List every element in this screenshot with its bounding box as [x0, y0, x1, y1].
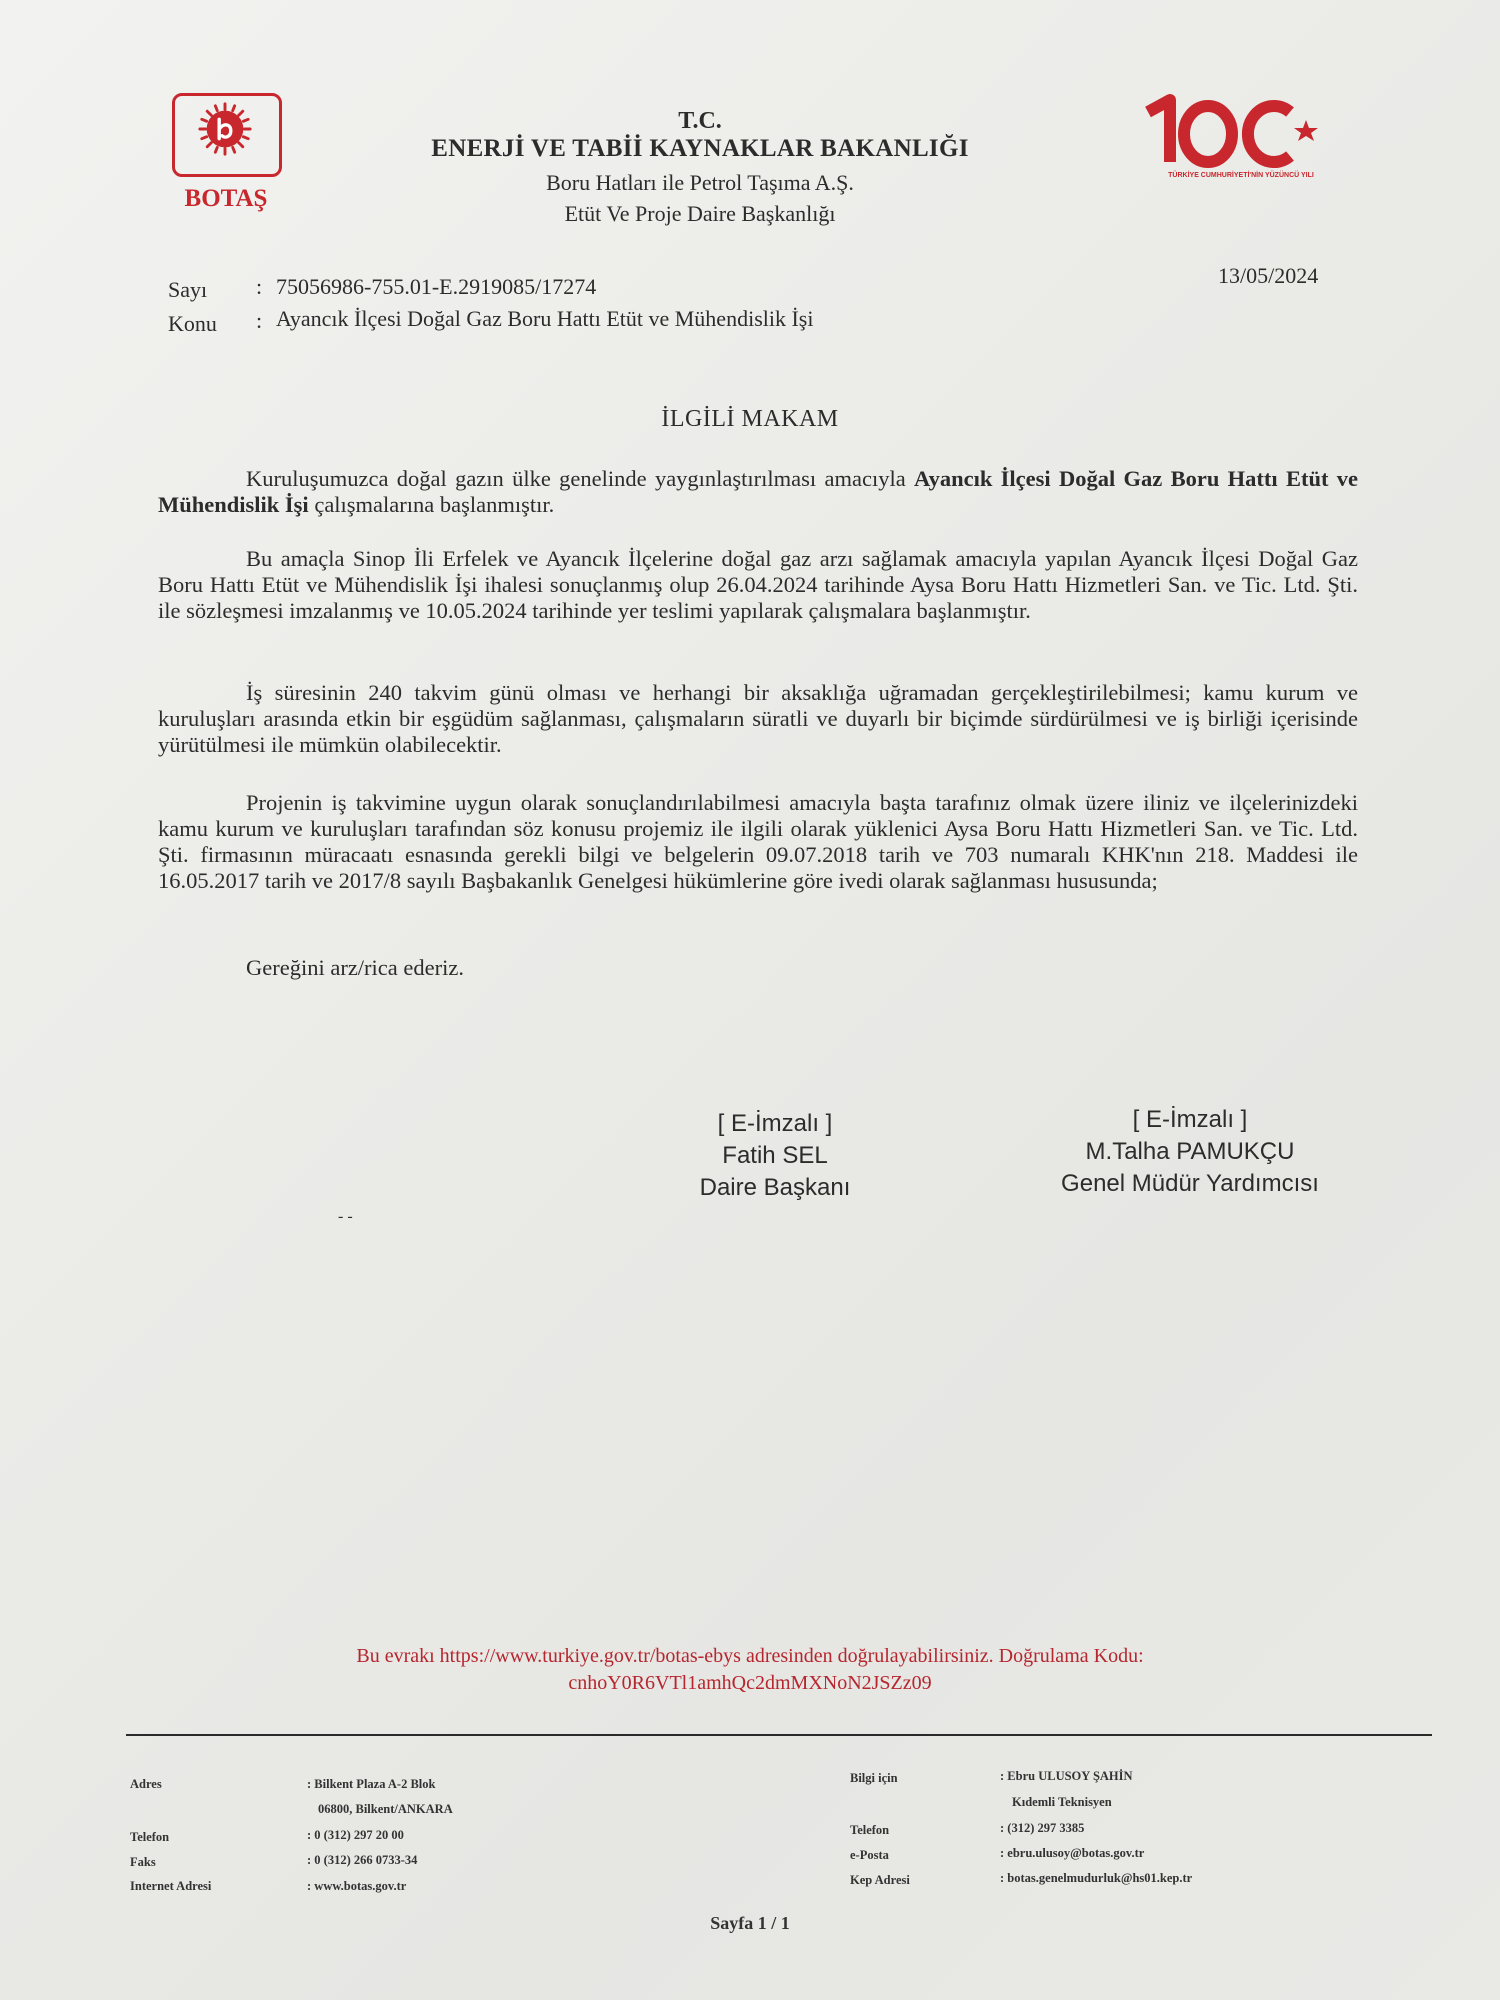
botas-logo-icon — [196, 100, 254, 158]
ministry-name: ENERJİ VE TABİİ KAYNAKLAR BAKANLIĞI — [431, 135, 969, 162]
signature-1-title: Daire Başkanı — [699, 1174, 851, 1201]
brand-name: BOTAŞ — [184, 185, 268, 212]
paragraph-1-end: çalışmalarına başlanmıştır. — [308, 492, 555, 517]
paragraph-1-project-name: Ayancık İlçesi Doğal Gaz Boru Hattı Etüt ve Mühendislik İşi — [158, 466, 1359, 517]
footer-contact-value: : Ebru ULUSOY ŞAHİN — [1000, 1769, 1133, 1783]
footer-phone-label: Telefon — [130, 1830, 170, 1844]
centennial-logo-icon — [1140, 90, 1340, 180]
footer-phone-value: : 0 (312) 297 20 00 — [307, 1828, 404, 1842]
footer-web-label: Internet Adresi — [130, 1879, 212, 1893]
closing-line: Gereğini arz/rica ederiz. — [246, 955, 464, 980]
paragraph-1 — [158, 466, 1358, 518]
verification-text: Bu evrakı https://www.turkiye.gov.tr/botas-ebys adresinden doğrulayabilirsiniz. Doğrulama Kodu: — [356, 1645, 1144, 1667]
salutation: İLGİLİ MAKAM — [661, 406, 839, 432]
page-number: Sayfa 1 / 1 — [710, 1913, 790, 1933]
paragraph-4-text: Projenin iş takvimine uygun olarak sonuçlandırılabilmesi amacıyla başta tarafınız olmak üzere iliniz ve ilçelerinizdeki kamu kurum ve kuruluşları tarafından söz konusu projemiz ile ilgili olarak yüklenici Aysa Boru Hattı Hizmetleri San. ve Tic. Ltd. Şti. firmasının müracaatı esnasında gerekli bilgi ve belgelerin 09.07.2018 tarih ve 703 numaralı KHK'nın 218. Maddesi ile 16.05.2017 tarih ve 2017/8 sayılı Başbakanlık Genelgesi hükümlerine göre ivedi olarak sağlanması hususunda; — [158, 790, 1358, 893]
signature-block-2 — [1040, 1104, 1340, 1200]
paragraph-1-intro: Kuruluşumuzca doğal gazın ülke genelinde yaygınlaştırılması amacıyla — [246, 466, 914, 491]
footer-address-line2: 06800, Bilkent/ANKARA — [318, 1802, 453, 1816]
centennial-caption: TÜRKİYE CUMHURİYETİ'NİN YÜZÜNCÜ YILI — [1168, 172, 1314, 179]
footer-email-value: : ebru.ulusoy@botas.gov.tr — [1000, 1846, 1145, 1860]
signature-2-title: Genel Müdür Yardımcısı — [1061, 1170, 1319, 1197]
footer-address-label: Adres — [130, 1777, 162, 1791]
sayi-colon: : — [256, 274, 263, 299]
paragraph-3 — [158, 680, 1358, 758]
verification-code: cnhoY0R6VTl1amhQc2dmMXNoN2JSZz09 — [568, 1672, 932, 1694]
signature-1-name: Fatih SEL — [722, 1142, 828, 1169]
department-name: Etüt Ve Proje Daire Başkanlığı — [564, 201, 836, 226]
footer-email-label: e-Posta — [850, 1848, 889, 1862]
footer-fax-label: Faks — [130, 1855, 156, 1869]
paragraph-4 — [158, 790, 1358, 894]
header-tc: T.C. — [678, 108, 722, 134]
footer-web-value: : www.botas.gov.tr — [307, 1879, 407, 1893]
paragraph-2 — [158, 546, 1358, 624]
footer-kep-value: : botas.genelmudurluk@hs01.kep.tr — [1000, 1871, 1193, 1885]
footer-address-value: : Bilkent Plaza A-2 Blok — [307, 1777, 436, 1791]
footer-contact-label: Bilgi için — [850, 1771, 898, 1785]
footer-contact-phone-label: Telefon — [850, 1823, 890, 1837]
sayi-value: 75056986-755.01-E.2919085/17274 — [276, 274, 597, 299]
stray-mark: - - — [338, 1208, 353, 1225]
signature-2-status: [ E-İmzalı ] — [1132, 1106, 1248, 1133]
paragraph-2-text: Bu amaçla Sinop İli Erfelek ve Ayancık İlçelerine doğal gaz arzı sağlamak amacıyla yapılan Ayancık İlçesi Doğal Gaz Boru Hattı Etüt ve Mühendislik İşi ihalesi sonuçlanmış olup 26.04.2024 tarihinde Aysa Boru Hattı Hizmetleri San. ve Tic. Ltd. Şti. ile sözleşmesi imzalanmış ve 10.05.2024 tarihinde yer teslimi yapılarak çalışmalara başlanmıştır. — [158, 546, 1358, 623]
konu-label: Konu — [168, 311, 217, 336]
signature-1-status: [ E-İmzalı ] — [717, 1110, 833, 1137]
footer-contact-phone-value: : (312) 297 3385 — [1000, 1821, 1085, 1835]
signature-2-name: M.Talha PAMUKÇU — [1085, 1138, 1295, 1165]
document-date: 13/05/2024 — [1218, 263, 1319, 288]
footer-kep-label: Kep Adresi — [850, 1873, 910, 1887]
sayi-label: Sayı — [168, 277, 208, 302]
footer-divider — [126, 1734, 1432, 1736]
company-name: Boru Hatları ile Petrol Taşıma A.Ş. — [546, 170, 854, 195]
konu-colon: : — [256, 308, 263, 333]
konu-value: Ayancık İlçesi Doğal Gaz Boru Hattı Etüt ve Mühendislik İşi — [276, 306, 814, 331]
paragraph-3-text: İş süresinin 240 takvim günü olması ve herhangi bir aksaklığa uğramadan gerçekleştirilebilmesi; kamu kurum ve kuruluşları arasında etkin bir eşgüdüm sağlanması, çalışmaların süratli ve duyarlı bir biçimde sürdürülmesi ve iş birliği içerisinde yürütülmesi ile mümkün olabilecektir. — [158, 680, 1358, 757]
signature-block-1 — [640, 1108, 910, 1204]
footer-contact-title: Kıdemli Teknisyen — [1012, 1795, 1112, 1809]
footer-fax-value: : 0 (312) 266 0733-34 — [307, 1853, 418, 1867]
